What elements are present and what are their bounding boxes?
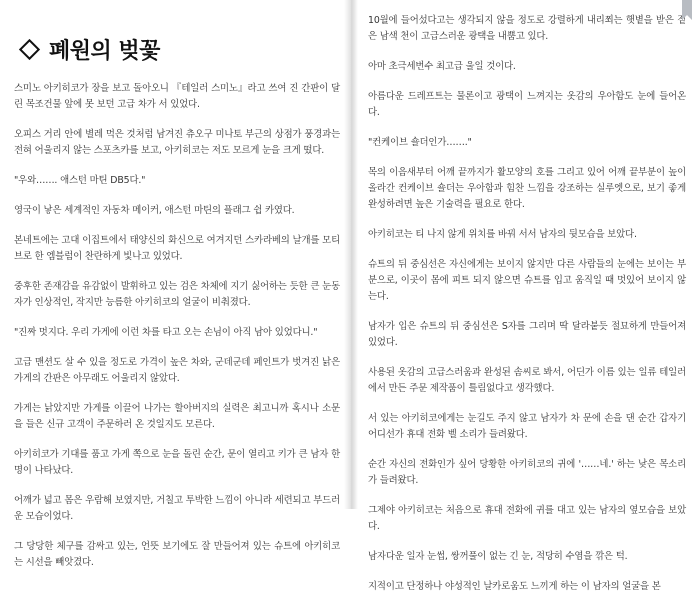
paragraph: 그 당당한 체구를 감싸고 있는, 언뜻 보기에도 잘 만들어져 있는 슈트에 아키히코는 시선을 빼앗겼다.: [14, 541, 340, 568]
paragraph: 오피스 거리 안에 별레 먹은 것처럼 남겨진 츄오구 미나토 부근의 상점가 풍경과는 전혀 어울리지 않는 스포츠카를 보고, 아키히코는 저도 모르게 눈을 크게 떴다.: [14, 129, 340, 156]
paragraph: 고급 맨션도 살 수 있을 정도로 가격이 높은 차와, 군데군데 페인트가 벗겨진 낡은 가게의 간판은 아무래도 어울리지 않았다.: [14, 357, 340, 384]
paragraph: 어깨가 넓고 몸은 우람해 보였지만, 거칠고 투박한 느낌이 아니라 세련되고 부드러운 모습이었다.: [14, 495, 340, 522]
paragraph: 중후한 존재감을 유감없이 발휘하고 있는 검은 차체에 지기 싫어하는 듯한 큰 눈동자가 인상적인, 작지만 능름한 아키히코의 얼굴이 비춰졌다.: [14, 281, 340, 308]
paragraph: 지적이고 단정하나 야성적인 날카로움도 느끼게 하는 이 남자의 얼굴을 본: [368, 581, 661, 592]
paragraph: 목의 이음새부터 어깨 끝까지가 활모양의 호를 그리고 있어 어깨 끝부분이 높이 올라간 컨케이브 숄더는 우아함과 힘찬 느낌을 강조하는 실루엣으로, 보기 좋게 완성하려면 높은 기술력을 필요로 한다.: [368, 167, 686, 210]
paragraph: 순간 자신의 전화인가 싶어 당황한 아키히코의 귀에 '……네.' 하는 낮은 목소리가 들려왔다.: [368, 459, 686, 486]
paragraph: 아키히코는 티 나지 않게 위치를 바꿔 서서 남자의 뒷모습을 보았다.: [368, 229, 637, 240]
paragraph: 슈트의 뒤 중심선은 자신에게는 보이지 않지만 다른 사람들의 눈에는 보이는 부분으로, 이곳이 몸에 피트 되지 않으면 슈트를 입고 움직일 때 멋있어 보이지 않는다.: [368, 259, 686, 302]
paragraph: 영국이 낳은 세계적인 자동차 메이커, 애스턴 마틴의 플래그 쉽 카였다.: [14, 205, 295, 216]
paragraph: 남자가 입은 슈트의 뒤 중심선은 S자를 그리며 딱 달라붙듯 절묘하게 만들어져 있었다.: [368, 321, 686, 348]
paragraph: 서 있는 아키히코에게는 눈길도 주지 않고 남자가 차 문에 손을 댄 순간 갑자기 어디선가 휴대 전화 벨 소리가 들려왔다.: [368, 413, 686, 440]
paragraph: 아키히코가 기대를 품고 가게 쪽으로 눈을 돌린 순간, 문이 열리고 키가 큰 남자 한 명이 나타났다.: [14, 449, 340, 476]
paragraph: 그제야 아키히코는 처음으로 휴대 전화에 귀를 대고 있는 남자의 옆모습을 보았다.: [368, 505, 686, 532]
right-page: [350, 0, 700, 592]
paragraph: 가게는 낡았지만 가게를 이끌어 나가는 할아버지의 실력은 최고니까 혹시나 소문을 들은 신규 고객이 주문하러 온 것일지도 모른다.: [14, 403, 340, 430]
paragraph: 남자다운 일자 눈썹, 쌍꺼풀이 없는 긴 눈, 적당히 수염을 깎은 턱.: [368, 551, 628, 562]
paragraph: 아름다운 드레프트는 물론이고 광택이 느껴지는 옷감의 우아함도 눈에 들어온다.: [368, 91, 686, 118]
bookmark-icon[interactable]: [682, 0, 692, 15]
left-page: [0, 0, 350, 568]
paragraph: 아마 초극세번수 최고급 울일 것이다.: [368, 61, 516, 72]
chapter-title: 폐원의 벚꽃: [49, 39, 160, 64]
paragraph: 스미노 아키히코가 장을 보고 돌아오니 『테일러 스미노』라고 쓰여 진 간판이 달린 목조건물 앞에 못 보던 고급 차가 서 있었다.: [14, 83, 340, 110]
paragraph: 10월에 들어섰다고는 생각되지 않을 정도로 강렬하게 내리쬐는 햇볕을 받은 짙은 남색 천이 고급스러운 광택을 내뿜고 있다.: [368, 15, 686, 42]
diamond-icon: [19, 39, 40, 60]
paragraph: "진짜 멋지다. 우리 가게에 이런 차를 타고 오는 손님이 아직 남아 있었다니.": [14, 327, 318, 338]
paragraph: "우와……. 애스턴 마틴 DB5다.": [14, 175, 146, 186]
paragraph: "컨케이브 숄더인가…….": [368, 137, 472, 148]
chapter-heading: [18, 34, 340, 65]
paragraph: 본네트에는 고대 이집트에서 태양신의 화신으로 여겨지던 스카라베의 날개를 모티브로 한 엠블럼이 찬란하게 빛나고 있었다.: [14, 235, 340, 262]
paragraph: 사용된 옷감의 고급스러움과 완성된 솜씨로 봐서, 어딘가 이름 있는 일류 테일러에서 만든 주문 제작품이 틀림없다고 생각했다.: [368, 367, 686, 394]
